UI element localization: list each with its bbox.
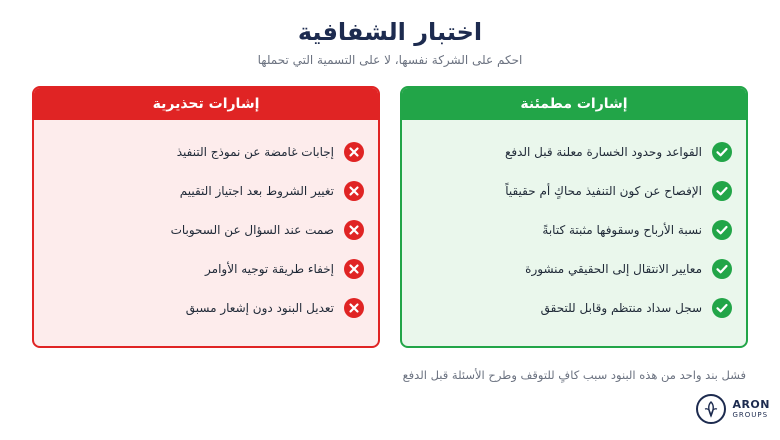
reassuring-signs-header: إشارات مطمئنة [402,88,746,120]
reassuring-signs-card [400,86,748,348]
check-circle-icon [712,259,732,279]
warning-sign-label: إخفاء طريقة توجيه الأوامر [205,261,334,276]
warning-sign-item [34,249,364,288]
reassuring-sign-label: نسبة الأرباح وسقوفها مثبتة كتابةً [542,222,702,237]
reassuring-sign-label: سجل سداد منتظم وقابل للتحقق [540,300,702,315]
x-circle-icon [344,259,364,279]
reassuring-sign-label: الإفصاح عن كون التنفيذ محاكٍ أم حقيقياً [505,183,702,198]
warning-sign-item [34,288,364,327]
check-circle-icon [712,181,732,201]
reassuring-sign-label: معايير الانتقال إلى الحقيقي منشورة [525,261,702,276]
x-circle-icon [344,220,364,240]
warning-signs-card [32,86,380,348]
reassuring-sign-item [402,132,732,171]
reassuring-signs-list [402,120,746,327]
warning-sign-label: صمت عند السؤال عن السحوبات [170,222,334,237]
aron-logo-icon [696,394,726,424]
x-circle-icon [344,142,364,162]
warning-sign-label: إجابات غامضة عن نموذج التنفيذ [176,144,334,159]
page-subtitle: احكم على الشركة نفسها، لا على التسمية التي تحملها [257,53,523,67]
logo-name: ARON [732,398,770,411]
check-circle-icon [712,142,732,162]
warning-sign-item [34,210,364,249]
check-circle-icon [712,220,732,240]
warning-sign-label: تعديل البنود دون إشعار مسبق [185,300,334,315]
reassuring-sign-label: القواعد وحدود الخسارة معلنة قبل الدفع [504,144,702,159]
logo-subname: GROUPS [732,411,769,419]
check-circle-icon [712,298,732,318]
warning-sign-label: تغيير الشروط بعد اجتياز التقييم [179,183,334,198]
reassuring-sign-item [402,288,732,327]
reassuring-sign-item [402,171,732,210]
footnote: فشل بند واحد من هذه البنود سبب كافٍ للتوقف وطرح الأسئلة قبل الدفع [402,368,746,382]
page-title: اختبار الشفافية [297,18,483,46]
warning-signs-list [34,120,378,327]
x-circle-icon [344,298,364,318]
x-circle-icon [344,181,364,201]
warning-sign-item [34,132,364,171]
reassuring-sign-item [402,210,732,249]
brand-logo [696,394,770,424]
warning-signs-header: إشارات تحذيرية [34,88,378,120]
reassuring-sign-item [402,249,732,288]
warning-sign-item [34,171,364,210]
